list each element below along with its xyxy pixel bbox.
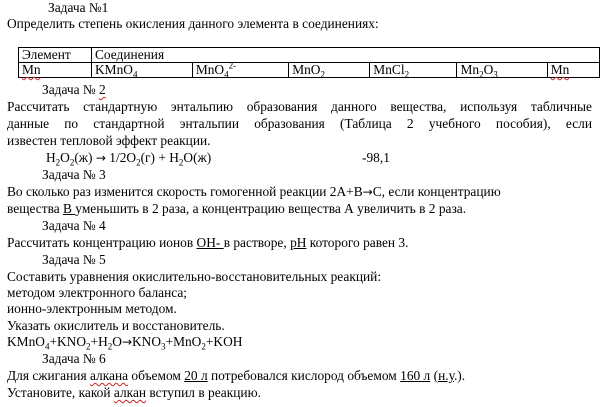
- task2-line3: известен тепловой эффект реакции.: [7, 133, 211, 148]
- task3-line2: вещества В уменьшить в 2 раза, а концентрацию вещества А увеличить в 2 раза.: [7, 201, 467, 216]
- task2-title: Задача № 2: [42, 82, 106, 97]
- task5-equation: $KMnO_4+KNO_2+H_2O\to KNO_3+MnO_2+KOH$: [7, 334, 243, 352]
- task5-line4: Указать окислитель и восстановитель.: [7, 318, 225, 333]
- cell-kmno4: KMnO$_4$: [92, 63, 193, 78]
- task1-title: Задача №1: [48, 0, 109, 15]
- cell-mno2: MnO$_2$: [289, 63, 370, 78]
- header-element: Элемент: [19, 48, 92, 63]
- task6-line1: Для сжигания алкана объемом 20 л потребовался кислород объемом 160 л (н.у.).: [7, 368, 466, 383]
- arrow-icon: →: [121, 335, 132, 349]
- cell-element: Mn: [19, 63, 92, 78]
- task1-text: Определить степень окисления данного элемента в соединениях:: [7, 16, 379, 31]
- cell-mno4: MnO$_4^{2-}$: [192, 63, 288, 78]
- cell-mn: Mn: [547, 63, 599, 78]
- task6-line2: Установите, какой алкан вступил в реакцию.: [7, 385, 261, 400]
- task2-equation: $H_2O_2(ж) \to 1/2O_2(г) + H_2O(ж)$: [46, 150, 212, 168]
- task5-title: Задача № 5: [42, 252, 106, 267]
- task2-line2: данные по стандартной энтальпии образования (Таблица 2 учебного пособия), если: [7, 116, 592, 131]
- cell-mncl2: MnCl$_2$: [370, 63, 457, 78]
- table-header-row: [19, 48, 600, 63]
- arrow-icon: →: [362, 185, 373, 199]
- compounds-table: [18, 47, 600, 78]
- task3-line1: Во сколько раз изменится скорость гомогенной реакции 2А+В→С, если концентрацию: [7, 184, 501, 199]
- table-row: [19, 63, 600, 78]
- arrow-icon: →: [95, 151, 106, 165]
- task4-text: Рассчитать концентрацию ионов ОН- в растворе, рН которого равен 3.: [7, 235, 409, 250]
- cell-mn2o3: $Mn_2O_3$: [457, 63, 547, 78]
- header-compounds: Соединения: [92, 48, 600, 63]
- task6-title: Задача № 6: [42, 351, 106, 366]
- task2-line1: Рассчитать стандартную энтальпию образования данного вещества, используя табличные: [7, 99, 592, 114]
- task5-line3: ионно-электронным методом.: [7, 301, 177, 316]
- task5-line2: методом электронного баланса;: [7, 285, 188, 300]
- task2-value: -98,1: [362, 150, 390, 165]
- task4-title: Задача № 4: [42, 218, 106, 233]
- task3-title: Задача № 3: [42, 167, 106, 182]
- task5-line1: Составить уравнения окислительно-восстановительных реакций:: [7, 269, 382, 284]
